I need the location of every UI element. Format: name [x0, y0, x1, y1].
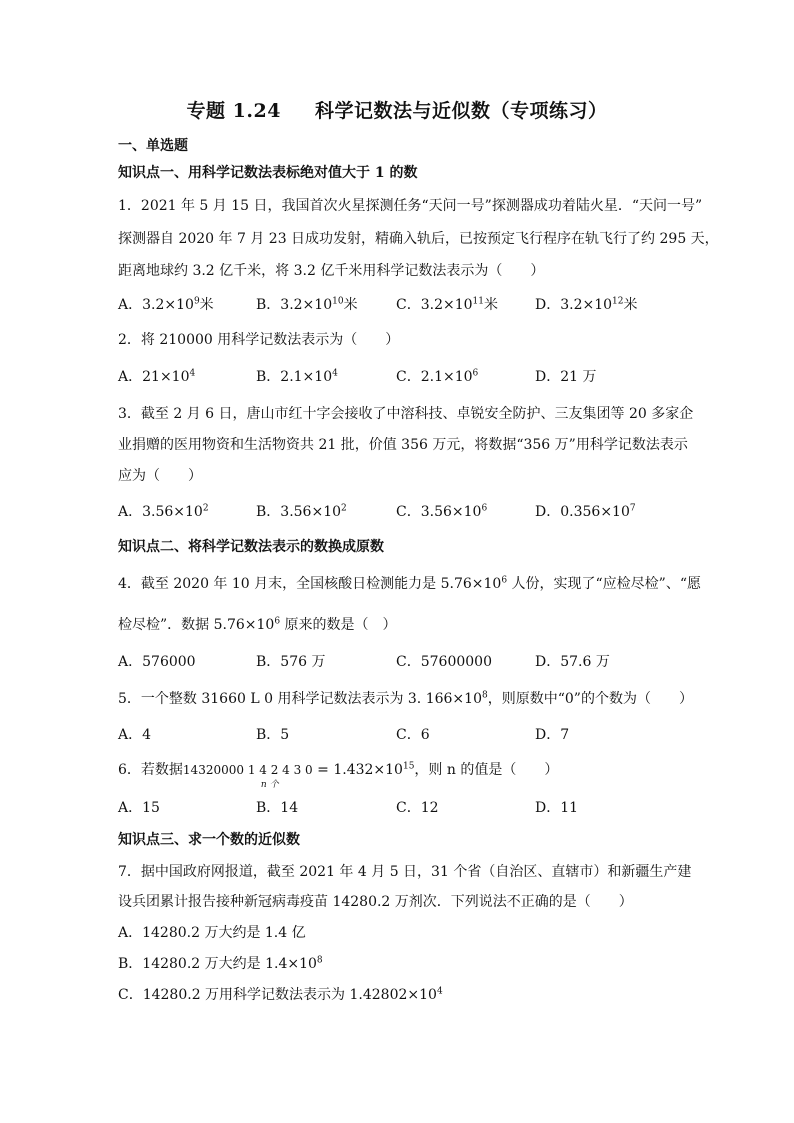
q7-line2: 设兵团累计报告接种新冠病毒疫苗 14280.2 万剂次．下列说法不正确的是（ ） — [118, 894, 633, 910]
q3-option-c[interactable]: C．$3.56\times 10^6$ — [396, 503, 488, 520]
q1-option-c[interactable]: C．$3.2\times 10^{11}$米 — [396, 296, 498, 313]
title-number: 专题 1.24 — [186, 100, 281, 122]
q2-option-b[interactable]: B．$2.1\times 10^4$ — [256, 368, 338, 385]
q4-option-b[interactable]: B．576 万 — [256, 654, 326, 670]
q2-option-c[interactable]: C．$2.1\times 10^6$ — [396, 368, 479, 385]
q7-line1: 7．据中国政府网报道，截至 2021 年 4 月 5 日，31 个省（自治区、直辖市）和新疆生产建 — [118, 864, 692, 880]
q1-option-d[interactable]: D．$3.2\times 10^{12}$米 — [535, 296, 638, 313]
q6-option-a[interactable]: A．15 — [118, 800, 160, 816]
q6-option-d[interactable]: D．11 — [535, 800, 579, 816]
q3-option-b[interactable]: B．$3.56\times 10^2$ — [256, 503, 347, 520]
q5-option-b[interactable]: B．5 — [256, 727, 290, 743]
q4-option-d[interactable]: D．57.6 万 — [535, 654, 610, 670]
q1-line1: 1．2021 年 5 月 15 日，我国首次火星探测任务“天问一号”探测器成功着陆火星．“天问一号” — [118, 198, 703, 214]
q4-line2: 检尽检”．数据 $5.76\times 10^6$ 原来的数是（ ） — [118, 616, 397, 633]
page-title — [0, 96, 794, 123]
knowledge-point-2: 知识点二、将科学记数法表示的数换成原数 — [118, 539, 384, 555]
q7-option-b[interactable]: B．14280.2 万大约是 $1.4\times 10^8$ — [118, 955, 323, 972]
knowledge-point-1: 知识点一、用科学记数法表标绝对值大于 1 的数 — [118, 165, 418, 181]
q2-line1: 2．将 210000 用科学记数法表示为（ ） — [118, 332, 400, 348]
q6-line1: 6．若数据14320000 1 4 2 4 3 0 n 个 = $1.432\times 10^{15}$，则 n 的值是（ ） — [118, 761, 559, 790]
q6-option-c[interactable]: C．12 — [396, 800, 439, 816]
title-text: 科学记数法与近似数（专项练习） — [314, 100, 608, 122]
q4-option-c[interactable]: C．57600000 — [396, 654, 492, 670]
q4-line1: 4．截至 2020 年 10 月末，全国核酸日检测能力是 $5.76\times 10^6$ 人份，实现了“应检尽检”、“愿 — [118, 575, 701, 592]
q3-line3: 应为（ ） — [118, 468, 202, 484]
section-heading: 一、单选题 — [118, 138, 188, 154]
q5-option-d[interactable]: D．7 — [535, 727, 570, 743]
q1-line2: 探测器自 2020 年 7 月 23 日成功发射，精确入轨后，已按预定飞行程序在轨飞行了约 295 天， — [118, 231, 719, 247]
q3-option-d[interactable]: D．$0.356\times 10^7$ — [535, 503, 636, 520]
q5-option-c[interactable]: C．6 — [396, 727, 430, 743]
q2-option-d[interactable]: D．21 万 — [535, 369, 597, 385]
q3-line2: 业捐赠的医用物资和生活物资共 21 批，价值 356 万元，将数据“356 万”用科学记数法表示 — [118, 437, 688, 453]
q5-option-a[interactable]: A．4 — [118, 727, 152, 743]
q1-line3: 距离地球约 3.2 亿千米，将 3.2 亿千米用科学记数法表示为（ ） — [118, 263, 545, 279]
knowledge-point-3: 知识点三、求一个数的近似数 — [118, 832, 300, 848]
q5-line1: 5．一个整数 31660 L 0 用科学记数法表示为 3. $166\times 10^8$，则原数中“0”的个数为（ ） — [118, 690, 693, 707]
q6-option-b[interactable]: B．14 — [256, 800, 299, 816]
q6-number-with-brace: 14320000 1 4 2 4 3 0 n 个 — [182, 763, 313, 790]
q2-option-a[interactable]: A．$21\times 10^4$ — [118, 368, 196, 385]
q7-option-c[interactable]: C．14280.2 万用科学记数法表示为 $1.42802\times 10^4$ — [118, 986, 443, 1003]
q1-option-b[interactable]: B．$3.2\times 10^{10}$米 — [256, 296, 358, 313]
q7-option-a[interactable]: A．14280.2 万大约是 1.4 亿 — [118, 925, 306, 941]
q4-option-a[interactable]: A．576000 — [118, 654, 196, 670]
q3-line1: 3．截至 2 月 6 日，唐山市红十字会接收了中溶科技、卓锐安全防护、三友集团等 20 多家企 — [118, 406, 694, 422]
q3-option-a[interactable]: A．$3.56\times 10^2$ — [118, 503, 209, 520]
q1-option-a[interactable]: A．$3.2\times 10^9$米 — [118, 296, 214, 313]
